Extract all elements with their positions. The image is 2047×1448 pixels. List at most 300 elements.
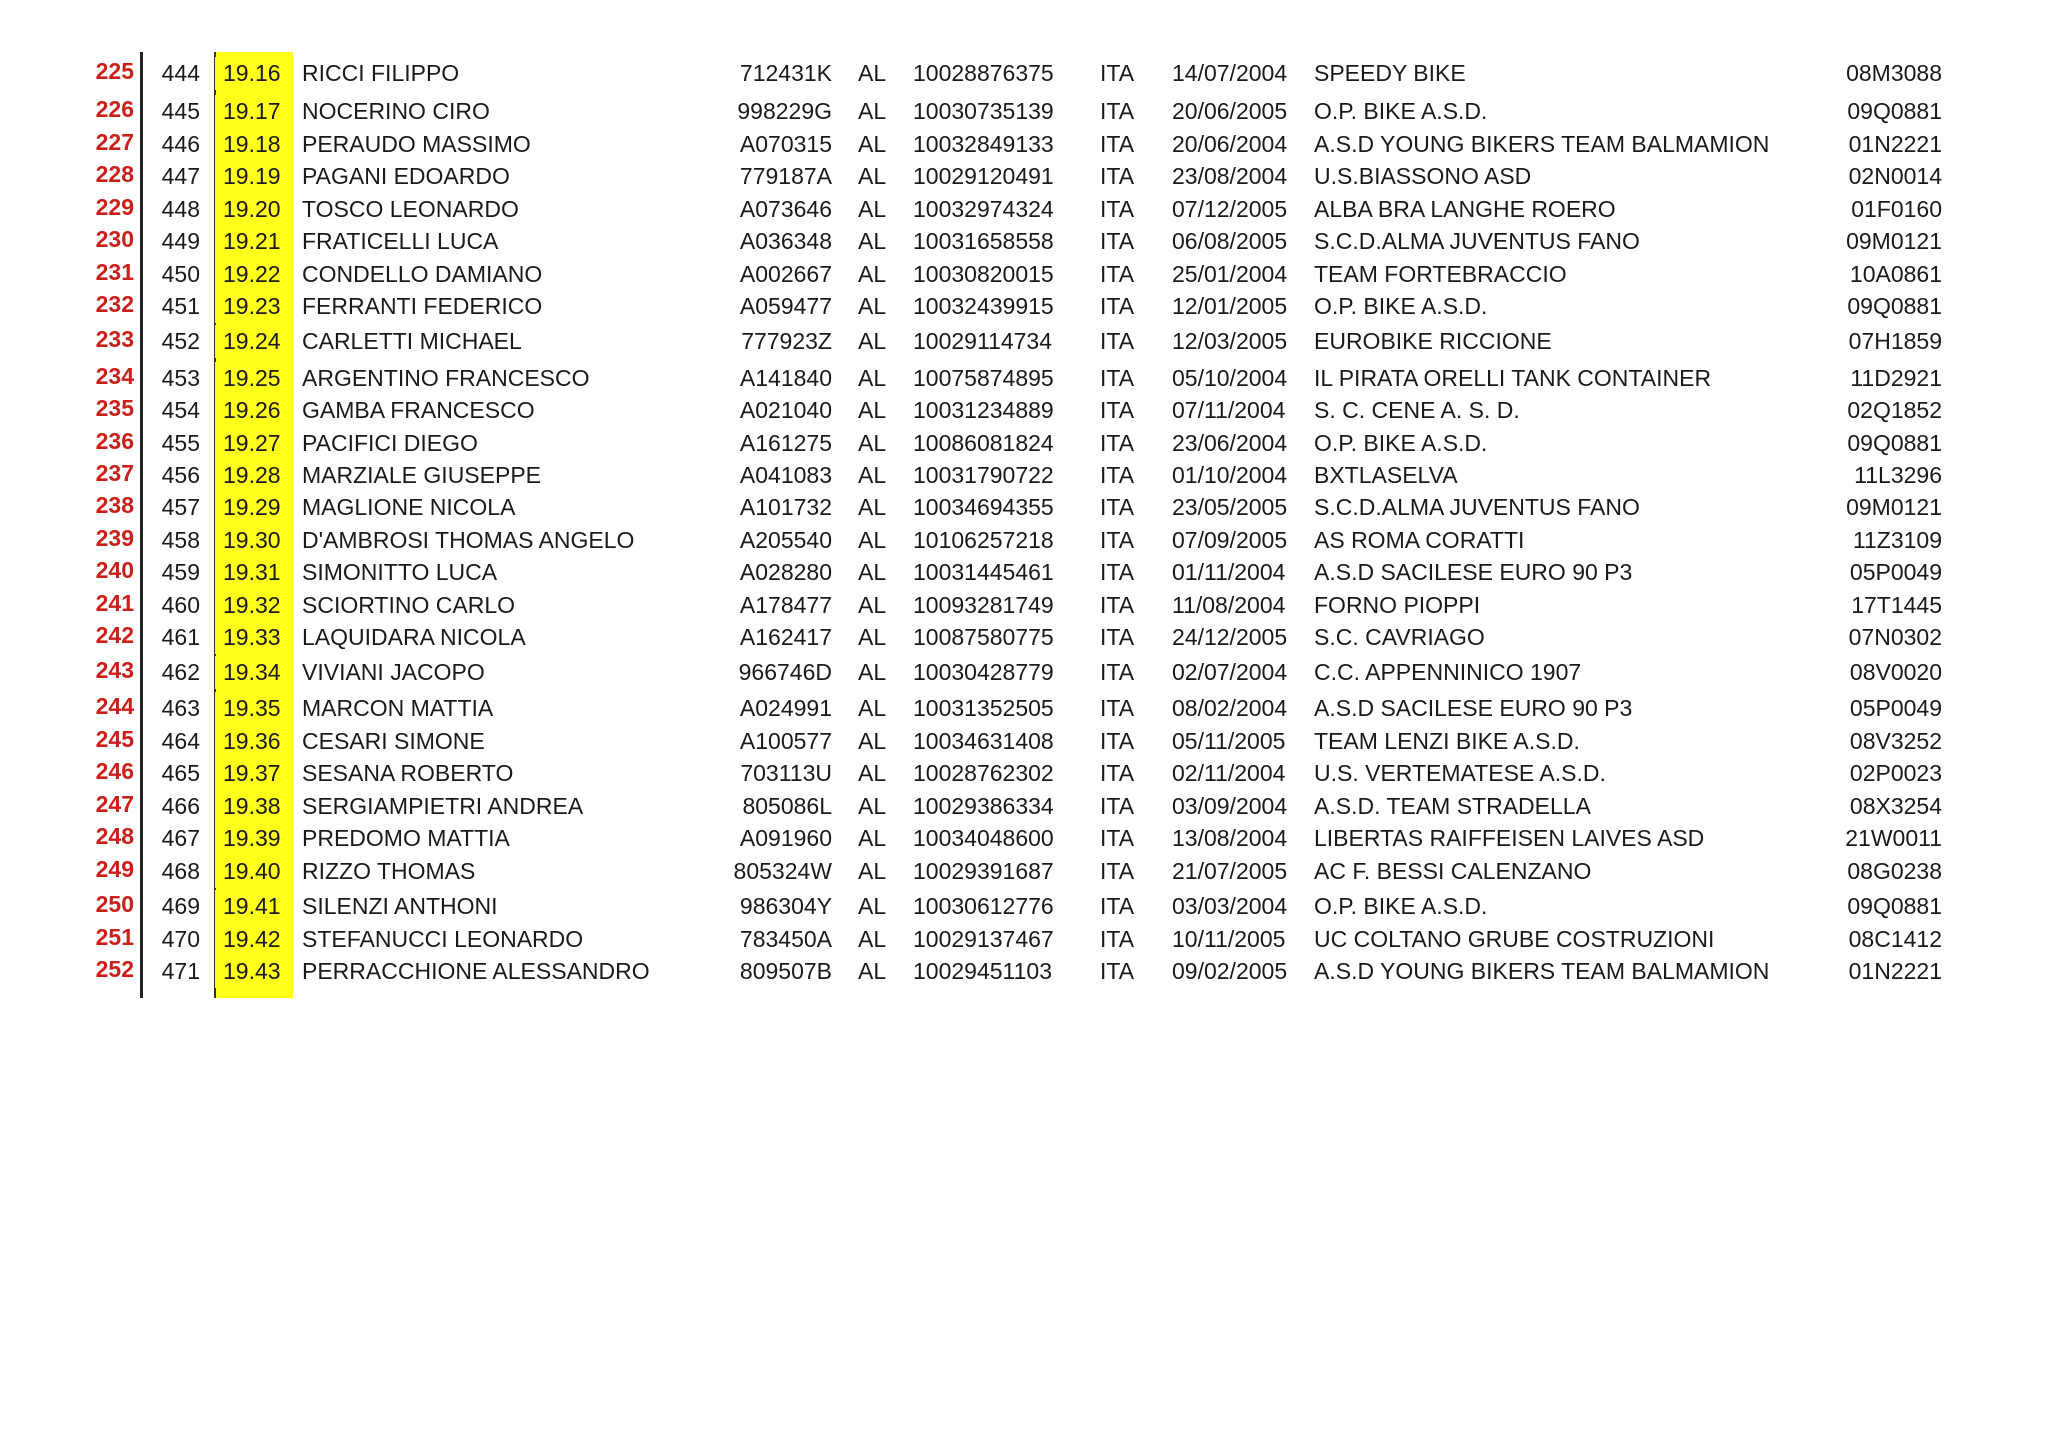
- rider-name: NOCERINO CIRO: [302, 98, 490, 124]
- table-row: [0, 95, 2047, 128]
- time-value: 19.20: [215, 193, 293, 226]
- time-value: 19.19: [215, 160, 293, 193]
- table-row: [0, 225, 2047, 258]
- rank-number: 234: [95, 363, 134, 389]
- rank-number: 251: [95, 924, 134, 950]
- time-value: 19.30: [215, 524, 293, 557]
- rank-number: 243: [95, 657, 134, 683]
- team-code: 01F0160: [1851, 196, 1942, 222]
- license-card: A041083: [739, 462, 832, 488]
- team-name: A.S.D. TEAM STRADELLA: [1314, 793, 1591, 819]
- license-card: 779187A: [739, 163, 832, 189]
- table-row: [0, 193, 2047, 226]
- birth-date: 03/09/2004: [1172, 793, 1288, 819]
- team-code: 02Q1852: [1847, 397, 1942, 423]
- rank-number: 236: [95, 428, 134, 454]
- rank-number: 232: [95, 291, 134, 317]
- birth-date: 24/12/2005: [1172, 624, 1288, 650]
- category: AL: [858, 793, 887, 819]
- team-code: 17T1445: [1851, 592, 1942, 618]
- category: AL: [858, 760, 887, 786]
- nationality: ITA: [1100, 559, 1135, 585]
- category: AL: [858, 527, 887, 553]
- birth-date: 12/03/2005: [1172, 328, 1288, 354]
- team-name: C.C. APPENNINICO 1907: [1314, 659, 1582, 685]
- uci-id: 10032849133: [913, 131, 1054, 157]
- bib-number: 457: [161, 494, 200, 520]
- bib-number: 469: [161, 893, 200, 919]
- bib-number: 460: [161, 592, 200, 618]
- birth-date: 25/01/2004: [1172, 261, 1288, 287]
- time-value: 19.25: [215, 362, 293, 395]
- category: AL: [858, 695, 887, 721]
- category: AL: [858, 293, 887, 319]
- nationality: ITA: [1100, 695, 1135, 721]
- rank-number: 238: [95, 492, 134, 518]
- license-card: A101732: [739, 494, 832, 520]
- rider-name: RIZZO THOMAS: [302, 858, 476, 884]
- category: AL: [858, 228, 887, 254]
- rank-number: 235: [95, 395, 134, 421]
- table-row: [0, 757, 2047, 790]
- rider-name: STEFANUCCI LEONARDO: [302, 926, 584, 952]
- license-card: 809507B: [739, 958, 832, 984]
- rank-number: 252: [95, 956, 134, 982]
- rank-number: 229: [95, 194, 134, 220]
- table-row: [0, 57, 2047, 90]
- rank-number: 231: [95, 259, 134, 285]
- category: AL: [858, 893, 887, 919]
- team-name: TEAM LENZI BIKE A.S.D.: [1314, 728, 1580, 754]
- uci-id: 10029391687: [913, 858, 1054, 884]
- table-row: [0, 656, 2047, 689]
- bib-number: 461: [161, 624, 200, 650]
- category: AL: [858, 98, 887, 124]
- uci-id: 10029451103: [913, 958, 1052, 984]
- uci-id: 10030735139: [913, 98, 1054, 124]
- nationality: ITA: [1100, 494, 1135, 520]
- rank-number: 248: [95, 823, 134, 849]
- bib-number: 449: [161, 228, 200, 254]
- uci-id: 10030612776: [913, 893, 1054, 919]
- team-name: BXTLASELVA: [1314, 462, 1458, 488]
- rider-name: PERAUDO MASSIMO: [302, 131, 531, 157]
- team-name: LIBERTAS RAIFFEISEN LAIVES ASD: [1314, 825, 1705, 851]
- license-card: 703113U: [740, 760, 832, 786]
- table-row: [0, 621, 2047, 654]
- category: AL: [858, 559, 887, 585]
- rider-name: LAQUIDARA NICOLA: [302, 624, 526, 650]
- rank-number: 242: [95, 622, 134, 648]
- uci-id: 10034048600: [913, 825, 1054, 851]
- rank-number: 228: [95, 161, 134, 187]
- team-name: U.S.BIASSONO ASD: [1314, 163, 1532, 189]
- bib-number: 466: [161, 793, 200, 819]
- nationality: ITA: [1100, 728, 1135, 754]
- category: AL: [858, 462, 887, 488]
- rider-name: VIVIANI JACOPO: [302, 659, 485, 685]
- license-card: A161275: [739, 430, 832, 456]
- table-row: [0, 923, 2047, 956]
- nationality: ITA: [1100, 624, 1135, 650]
- uci-id: 10029386334: [913, 793, 1054, 819]
- team-code: 07N0302: [1848, 624, 1942, 650]
- category: AL: [858, 328, 887, 354]
- birth-date: 03/03/2004: [1172, 893, 1288, 919]
- birth-date: 07/12/2005: [1172, 196, 1288, 222]
- nationality: ITA: [1100, 196, 1135, 222]
- table-row: [0, 128, 2047, 161]
- time-value: 19.34: [215, 656, 293, 689]
- license-card: A036348: [739, 228, 832, 254]
- rank-number: 227: [95, 129, 134, 155]
- rider-name: MARZIALE GIUSEPPE: [302, 462, 542, 488]
- team-code: 02P0023: [1849, 760, 1942, 786]
- team-code: 09Q0881: [1847, 98, 1942, 124]
- table-row: [0, 459, 2047, 492]
- team-code: 08X3254: [1849, 793, 1942, 819]
- nationality: ITA: [1100, 131, 1135, 157]
- rider-name: RICCI FILIPPO: [302, 60, 460, 86]
- birth-date: 23/08/2004: [1172, 163, 1288, 189]
- uci-id: 10030428779: [913, 659, 1054, 685]
- birth-date: 12/01/2005: [1172, 293, 1288, 319]
- rider-name: SERGIAMPIETRI ANDREA: [302, 793, 584, 819]
- birth-date: 08/02/2004: [1172, 695, 1288, 721]
- license-card: A070315: [739, 131, 832, 157]
- nationality: ITA: [1100, 926, 1135, 952]
- birth-date: 11/08/2004: [1172, 592, 1286, 618]
- team-code: 05P0049: [1849, 695, 1942, 721]
- birth-date: 02/07/2004: [1172, 659, 1288, 685]
- rider-name: PACIFICI DIEGO: [302, 430, 478, 456]
- time-value: 19.23: [215, 290, 293, 323]
- uci-id: 10029114734: [913, 328, 1052, 354]
- team-name: S.C.D.ALMA JUVENTUS FANO: [1314, 228, 1640, 254]
- team-name: A.S.D SACILESE EURO 90 P3: [1314, 559, 1633, 585]
- uci-id: 10028762302: [913, 760, 1054, 786]
- rank-number: 225: [95, 58, 134, 84]
- birth-date: 02/11/2004: [1172, 760, 1286, 786]
- birth-date: 23/05/2005: [1172, 494, 1288, 520]
- uci-id: 10086081824: [913, 430, 1054, 456]
- rider-name: CARLETTI MICHAEL: [302, 328, 522, 354]
- team-name: ALBA BRA LANGHE ROERO: [1314, 196, 1616, 222]
- rider-name: FRATICELLI LUCA: [302, 228, 499, 254]
- uci-id: 10093281749: [913, 592, 1054, 618]
- uci-id: 10032439915: [913, 293, 1054, 319]
- birth-date: 20/06/2004: [1172, 131, 1288, 157]
- uci-id: 10031658558: [913, 228, 1054, 254]
- team-code: 07H1859: [1848, 328, 1942, 354]
- uci-id: 10075874895: [913, 365, 1054, 391]
- table-row: [0, 725, 2047, 758]
- table-row: [0, 258, 2047, 291]
- team-name: SPEEDY BIKE: [1314, 60, 1466, 86]
- team-name: TEAM FORTEBRACCIO: [1314, 261, 1567, 287]
- bib-number: 471: [161, 958, 200, 984]
- uci-id: 10028876375: [913, 60, 1054, 86]
- bib-number: 450: [161, 261, 200, 287]
- license-card: A024991: [739, 695, 832, 721]
- rider-name: GAMBA FRANCESCO: [302, 397, 535, 423]
- table-row: [0, 427, 2047, 460]
- nationality: ITA: [1100, 60, 1135, 86]
- rank-number: 250: [95, 891, 134, 917]
- birth-date: 14/07/2004: [1172, 60, 1288, 86]
- bib-number: 453: [161, 365, 200, 391]
- bib-number: 448: [161, 196, 200, 222]
- team-code: 08M3088: [1846, 60, 1942, 86]
- category: AL: [858, 825, 887, 851]
- table-row: [0, 790, 2047, 823]
- time-value: 19.31: [215, 556, 293, 589]
- category: AL: [858, 163, 887, 189]
- rider-name: SIMONITTO LUCA: [302, 559, 498, 585]
- team-name: FORNO PIOPPI: [1314, 592, 1481, 618]
- nationality: ITA: [1100, 261, 1135, 287]
- time-value: 19.29: [215, 491, 293, 524]
- category: AL: [858, 131, 887, 157]
- rider-name: PAGANI EDOARDO: [302, 163, 510, 189]
- nationality: ITA: [1100, 365, 1135, 391]
- team-code: 11L3296: [1854, 462, 1942, 488]
- table-row: [0, 822, 2047, 855]
- category: AL: [858, 858, 887, 884]
- license-card: 966746D: [738, 659, 832, 685]
- rank-number: 233: [95, 326, 134, 352]
- team-code: 11D2921: [1850, 365, 1942, 391]
- time-value: 19.18: [215, 128, 293, 161]
- birth-date: 07/11/2004: [1172, 397, 1286, 423]
- nationality: ITA: [1100, 462, 1135, 488]
- nationality: ITA: [1100, 293, 1135, 319]
- category: AL: [858, 60, 887, 86]
- rank-number: 244: [95, 693, 134, 719]
- category: AL: [858, 592, 887, 618]
- category: AL: [858, 397, 887, 423]
- rank-number: 241: [95, 590, 134, 616]
- license-card: A162417: [739, 624, 832, 650]
- license-card: A059477: [739, 293, 832, 319]
- team-code: 01N2221: [1848, 958, 1942, 984]
- team-name: S.C.D.ALMA JUVENTUS FANO: [1314, 494, 1640, 520]
- nationality: ITA: [1100, 228, 1135, 254]
- category: AL: [858, 494, 887, 520]
- bib-number: 452: [161, 328, 200, 354]
- team-name: UC COLTANO GRUBE COSTRUZIONI: [1314, 926, 1715, 952]
- uci-id: 10029120491: [913, 163, 1054, 189]
- license-card: A178477: [739, 592, 832, 618]
- category: AL: [858, 365, 887, 391]
- nationality: ITA: [1100, 760, 1135, 786]
- uci-id: 10031234889: [913, 397, 1054, 423]
- time-value: 19.26: [215, 394, 293, 427]
- bib-number: 447: [161, 163, 200, 189]
- team-name: EUROBIKE RICCIONE: [1314, 328, 1552, 354]
- rank-number: 240: [95, 557, 134, 583]
- bib-number: 445: [161, 98, 200, 124]
- category: AL: [858, 659, 887, 685]
- bib-number: 454: [161, 397, 200, 423]
- birth-date: 20/06/2005: [1172, 98, 1288, 124]
- team-name: AS ROMA CORATTI: [1314, 527, 1525, 553]
- team-code: 10A0861: [1849, 261, 1942, 287]
- table-row: [0, 955, 2047, 988]
- team-code: 09Q0881: [1847, 293, 1942, 319]
- team-name: O.P. BIKE A.S.D.: [1314, 893, 1488, 919]
- time-value: 19.37: [215, 757, 293, 790]
- rank-number: 226: [95, 96, 134, 122]
- table-row: [0, 589, 2047, 622]
- license-card: A073646: [739, 196, 832, 222]
- rider-name: CONDELLO DAMIANO: [302, 261, 543, 287]
- team-name: A.S.D YOUNG BIKERS TEAM BALMAMION: [1314, 131, 1770, 157]
- rider-name: TOSCO LEONARDO: [302, 196, 519, 222]
- license-card: A100577: [739, 728, 832, 754]
- license-card: A028280: [739, 559, 832, 585]
- time-value: 19.21: [215, 225, 293, 258]
- table-row: [0, 160, 2047, 193]
- uci-id: 10031790722: [913, 462, 1054, 488]
- bib-number: 458: [161, 527, 200, 553]
- rank-number: 237: [95, 460, 134, 486]
- license-card: A002667: [739, 261, 832, 287]
- time-value: 19.22: [215, 258, 293, 291]
- category: AL: [858, 624, 887, 650]
- uci-id: 10029137467: [913, 926, 1054, 952]
- bib-number: 446: [161, 131, 200, 157]
- nationality: ITA: [1100, 397, 1135, 423]
- bib-number: 451: [161, 293, 200, 319]
- rider-name: FERRANTI FEDERICO: [302, 293, 543, 319]
- birth-date: 05/10/2004: [1172, 365, 1288, 391]
- time-value: 19.17: [215, 95, 293, 128]
- bib-number: 463: [161, 695, 200, 721]
- nationality: ITA: [1100, 858, 1135, 884]
- team-name: S. C. CENE A. S. D.: [1314, 397, 1520, 423]
- birth-date: 23/06/2004: [1172, 430, 1288, 456]
- team-name: O.P. BIKE A.S.D.: [1314, 98, 1488, 124]
- team-name: A.S.D YOUNG BIKERS TEAM BALMAMION: [1314, 958, 1770, 984]
- table-row: [0, 556, 2047, 589]
- nationality: ITA: [1100, 592, 1135, 618]
- time-value: 19.24: [215, 325, 293, 358]
- bib-number: 467: [161, 825, 200, 851]
- rank-number: 230: [95, 226, 134, 252]
- uci-id: 10087580775: [913, 624, 1054, 650]
- rank-number: 247: [95, 791, 134, 817]
- uci-id: 10034694355: [913, 494, 1054, 520]
- rider-name: MARCON MATTIA: [302, 695, 494, 721]
- rank-number: 245: [95, 726, 134, 752]
- nationality: ITA: [1100, 958, 1135, 984]
- team-code: 01N2221: [1848, 131, 1942, 157]
- nationality: ITA: [1100, 98, 1135, 124]
- license-card: 712431K: [739, 60, 832, 86]
- license-card: A205540: [739, 527, 832, 553]
- table-row: [0, 855, 2047, 888]
- bib-number: 444: [161, 60, 200, 86]
- bib-number: 464: [161, 728, 200, 754]
- license-card: A091960: [739, 825, 832, 851]
- time-value: 19.35: [215, 692, 293, 725]
- rider-name: ARGENTINO FRANCESCO: [302, 365, 590, 391]
- table-row: [0, 524, 2047, 557]
- table-row: [0, 491, 2047, 524]
- team-code: 09Q0881: [1847, 430, 1942, 456]
- rider-name: MAGLIONE NICOLA: [302, 494, 516, 520]
- time-value: 19.36: [215, 725, 293, 758]
- bib-number: 470: [161, 926, 200, 952]
- team-code: 05P0049: [1849, 559, 1942, 585]
- license-card: 805086L: [742, 793, 832, 819]
- team-code: 21W0011: [1845, 825, 1942, 851]
- license-card: 783450A: [739, 926, 832, 952]
- team-code: 08G0238: [1847, 858, 1942, 884]
- nationality: ITA: [1100, 163, 1135, 189]
- category: AL: [858, 430, 887, 456]
- time-value: 19.40: [215, 855, 293, 888]
- nationality: ITA: [1100, 430, 1135, 456]
- license-card: A021040: [739, 397, 832, 423]
- rank-number: 249: [95, 856, 134, 882]
- bib-number: 456: [161, 462, 200, 488]
- category: AL: [858, 926, 887, 952]
- license-card: 805324W: [733, 858, 832, 884]
- team-code: 09M0121: [1846, 494, 1942, 520]
- uci-id: 10106257218: [913, 527, 1054, 553]
- license-card: A141840: [739, 365, 832, 391]
- team-code: 09Q0881: [1847, 893, 1942, 919]
- team-name: O.P. BIKE A.S.D.: [1314, 430, 1488, 456]
- team-code: 08C1412: [1848, 926, 1942, 952]
- rider-name: SILENZI ANTHONI: [302, 893, 498, 919]
- team-code: 11Z3109: [1852, 527, 1942, 553]
- table-row: [0, 890, 2047, 923]
- category: AL: [858, 261, 887, 287]
- category: AL: [858, 958, 887, 984]
- team-name: O.P. BIKE A.S.D.: [1314, 293, 1488, 319]
- category: AL: [858, 728, 887, 754]
- rider-name: CESARI SIMONE: [302, 728, 485, 754]
- bib-number: 465: [161, 760, 200, 786]
- rank-number: 246: [95, 758, 134, 784]
- team-name: S.C. CAVRIAGO: [1314, 624, 1485, 650]
- team-code: 08V3252: [1849, 728, 1942, 754]
- team-name: AC F. BESSI CALENZANO: [1314, 858, 1592, 884]
- team-code: 02N0014: [1848, 163, 1942, 189]
- time-value: 19.42: [215, 923, 293, 956]
- nationality: ITA: [1100, 659, 1135, 685]
- uci-id: 10031445461: [913, 559, 1054, 585]
- birth-date: 07/09/2005: [1172, 527, 1288, 553]
- birth-date: 06/08/2005: [1172, 228, 1288, 254]
- rider-name: SESANA ROBERTO: [302, 760, 514, 786]
- time-value: 19.39: [215, 822, 293, 855]
- time-value: 19.43: [215, 955, 293, 988]
- birth-date: 21/07/2005: [1172, 858, 1288, 884]
- license-card: 777923Z: [741, 328, 832, 354]
- time-value: 19.41: [215, 890, 293, 923]
- time-value: 19.16: [215, 57, 293, 90]
- birth-date: 05/11/2005: [1172, 728, 1286, 754]
- team-code: 09M0121: [1846, 228, 1942, 254]
- birth-date: 10/11/2005: [1172, 926, 1286, 952]
- nationality: ITA: [1100, 527, 1135, 553]
- nationality: ITA: [1100, 793, 1135, 819]
- category: AL: [858, 196, 887, 222]
